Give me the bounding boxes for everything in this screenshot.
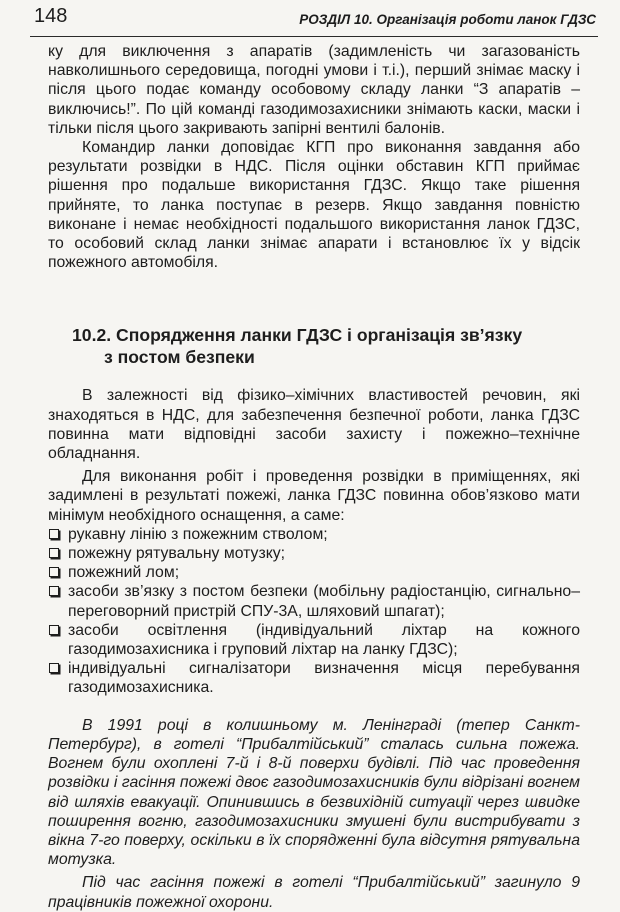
case-study-paragraph: В 1991 році в колишньому м. Ленінграді (тепер Санкт-Петербург), в готелі “Прибалтійський” сталась сильна пожежа. Вогнем були охоплені 7-й і 8-й поверхи будівлі. Під час проведення розвідки і гасіння пожежі двоє газодимозахисників були відрізані вогнем від шляхів евакуації. Опинившись в безвихідній ситуації через швидке поширення вогню, газодимозахисники змушені були вистрибувати з вікна 7-го поверху, оскільки в їх спорядженні була відсутня рятувальна мотузка. <box>48 716 580 869</box>
page-body <box>48 42 580 912</box>
checkbox-bullet-icon <box>49 625 59 635</box>
page-number: 148 <box>34 5 68 27</box>
list-item: пожежну рятувальну мотузку; <box>48 544 580 563</box>
list-item: індивідуальні сигналізатори визначення місця перебування газодимозахисника. <box>48 659 580 697</box>
list-item: рукавну лінію з пожежним стволом; <box>48 525 580 544</box>
section-heading <box>72 324 580 368</box>
list-item: засоби освітлення (індивідуальний ліхтар на кожного газодимозахисника і груповий ліхтар на ланку ГДЗС); <box>48 621 580 659</box>
checkbox-bullet-icon <box>49 586 59 596</box>
paragraph: Командир ланки доповідає КГП про виконання завдання або результати розвідки в НДС. Після оцінки обставин КГП приймає рішення про подальше використання ГДЗС. Якщо таке рішення прийняте, то ланка поступає в резерв. Якщо завдання повністю виконане і немає необхідності подальшого використання ланок ГДЗС, то особовий склад ланки знімає апарати і встановлює їх у відсік пожежного автомобіля. <box>48 139 580 272</box>
paragraph: В залежності від фізико–хімічних властивостей речовин, які знаходяться в НДС, для забезпечення безпечної роботи, ланка ГДЗС повинна мати відповідні засоби захисту і пожежно–технічне обладнання. <box>48 387 580 463</box>
equipment-list <box>48 525 580 698</box>
checkbox-bullet-icon <box>49 548 59 558</box>
running-title: РОЗДІЛ 10. Організація роботи ланок ГДЗС <box>299 12 596 27</box>
checkbox-bullet-icon <box>49 529 59 539</box>
paragraph: ку для виключення з апаратів (задимленість чи загазованість навколишнього середовища, погодні умови і т.і.), перший знімає маску і після цього подає команду особовому складу ланки “З апаратів – виключись!”. По цій команді газодимозахисники знімають каски, маски і тільки після цього закривають запірні вентилі балонів. <box>48 43 580 137</box>
list-item: засоби зв’язку з постом безпеки (мобільну радіостанцію, сигнально–переговорний пристрій СПУ-3А, шляховий шпагат); <box>48 582 580 620</box>
checkbox-bullet-icon <box>49 663 59 673</box>
section-title-line-1: 10.2. Спорядження ланки ГДЗС і організація зв’язку <box>72 325 523 346</box>
paragraph: Для виконання робіт і проведення розвідки в приміщеннях, які задимлені в результаті пожежі, ланка ГДЗС повинна обов’язково мати мінімум необхідного оснащення, а саме: <box>48 468 580 524</box>
list-item: пожежний лом; <box>48 563 580 582</box>
page-header <box>30 2 598 37</box>
checkbox-bullet-icon <box>49 567 59 577</box>
section-title-line-2: з постом безпеки <box>104 347 255 368</box>
case-study-paragraph: Під час гасіння пожежі в готелі “Прибалтійський” загинуло 9 працівників пожежної охорони. <box>48 874 580 911</box>
